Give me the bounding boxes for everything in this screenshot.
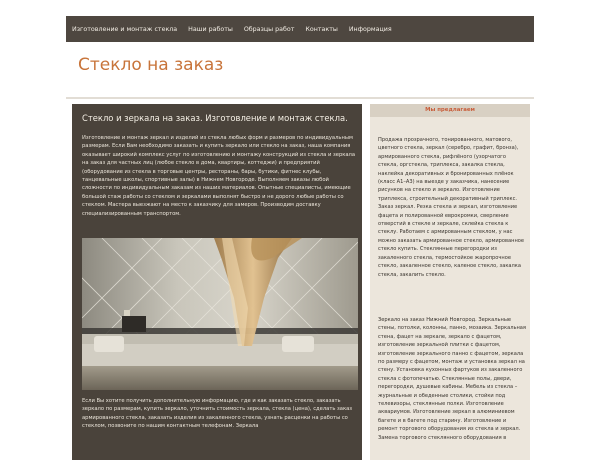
nav-item-samples[interactable]: Образцы работ	[243, 25, 295, 33]
interior-photo	[82, 238, 358, 390]
outro-paragraph: Если Вы хотите получить дополнительную информацию, где и как заказать стекло, заказать зеркало по размерам, купить зеркало, уточнить стоимость зеркала, стекла (цена), сделать заказ армированного стекла, заказать изделия из закаленного стекла, узнать расценки на работы со стеклом, позвоните по нашим контактным телефонам. Зеркала	[82, 398, 353, 430]
intro-paragraph: Изготовление и монтаж зеркал и изделий из стекла любых форм и размеров по индивидуальным размерам. Если Вам необходимо заказать и купить зеркало или стекло на заказ, наша компания оказывает широкий комплекс услуг по изготовлению и монтажу конструкций из стекла и зеркала на заказ для частных лиц (любое стекло в дома, квартиры, коттеджи) и предприятий (оборудование из стекла в торговые центры, рестораны, бары, бутики, фитнес клубы, танцевальные школы, спортивные залы) в Нижнем Новгороде. Выполняем заказы любой сложности по индивидуальным заказам из наших материалов. Опытные специалисты, имеющие большой стаж работы со стеклом и зеркалами выполнят быстро и не дорого любые работы со стеклом. Мастера выезжают на место к заказчику для замеров. Производим доставку специализированным транспортом.	[82, 135, 356, 217]
sidebar	[370, 104, 530, 460]
nav-item-our-works[interactable]: Наши работы	[188, 25, 233, 33]
nav-item-information[interactable]: Информация	[348, 25, 392, 33]
nav-item-glass-installation[interactable]: Изготовление и монтаж стекла	[72, 25, 178, 33]
page	[66, 10, 534, 450]
nav-item-contacts[interactable]: Контакты	[305, 25, 338, 33]
site-title[interactable]: Стекло на заказ	[78, 55, 224, 75]
top-navigation	[66, 16, 534, 42]
sidebar-paragraph-1: Продажа прозрачного, тонированного, матового, цветного стекла, зеркал (серебро, графит, бронза), армированного стекла, рифлёного (узорчатого стекла, оргстекла, триплекса, закалка стекла, наклейка декоративных и бронированных плёнок (класс А1–А3) на выезде у заказчика, нанесение рисунков на стекло и зеркало. Изготовление триплекса, строительный декоративный триплекс. Заказ зеркал. Резка стекла и зеркал, изготовление фацета и полированной еврокромки, сверление отверстий в стекле и зеркале, склейка стекла к стеклу. Работаем с армированным стеклом, у нас можно заказать армированное стекло, армированное стекло купить. Стеклянные перегородки из закаленного стекла, термостойкое жаропрочное стекло, закаленное стекло, каленое стекло, закалка стекла, закалить стекло.	[378, 137, 525, 278]
main-content	[72, 104, 362, 460]
sidebar-heading: Мы предлагаем	[370, 104, 530, 117]
sidebar-paragraph-2: Зеркало на заказ Нижний Новгород. Зеркальные стены, потолки, колонны, панно, мозаика. Зеркальная стена, фацет на зеркале, зеркало с фацетом, изготовление зеркальной плитки с фацетом, изготовление зеркального панно с фацетом, зеркала по размеру с фацетом, монтаж и установка зеркал на стену. Установка кухонных фартуков из закаленного стекла с фотопечатью. Стеклянные полы, двери, перегородки, душевые кабины. Мебель из стекла – журнальные и обеденные столики, стойки под телевизоры, стеклянные полки. Изготовление аквариумов. Изготовление зеркал в алюминиевом багете и в багете под старину. Изготовление и ремонт торгового оборудования из стекла и зеркал. Замена торгового стеклянного оборудования в	[378, 317, 526, 441]
main-heading: Стекло и зеркала на заказ. Изготовление и монтаж стекла.	[82, 113, 348, 123]
header-divider	[66, 97, 534, 99]
